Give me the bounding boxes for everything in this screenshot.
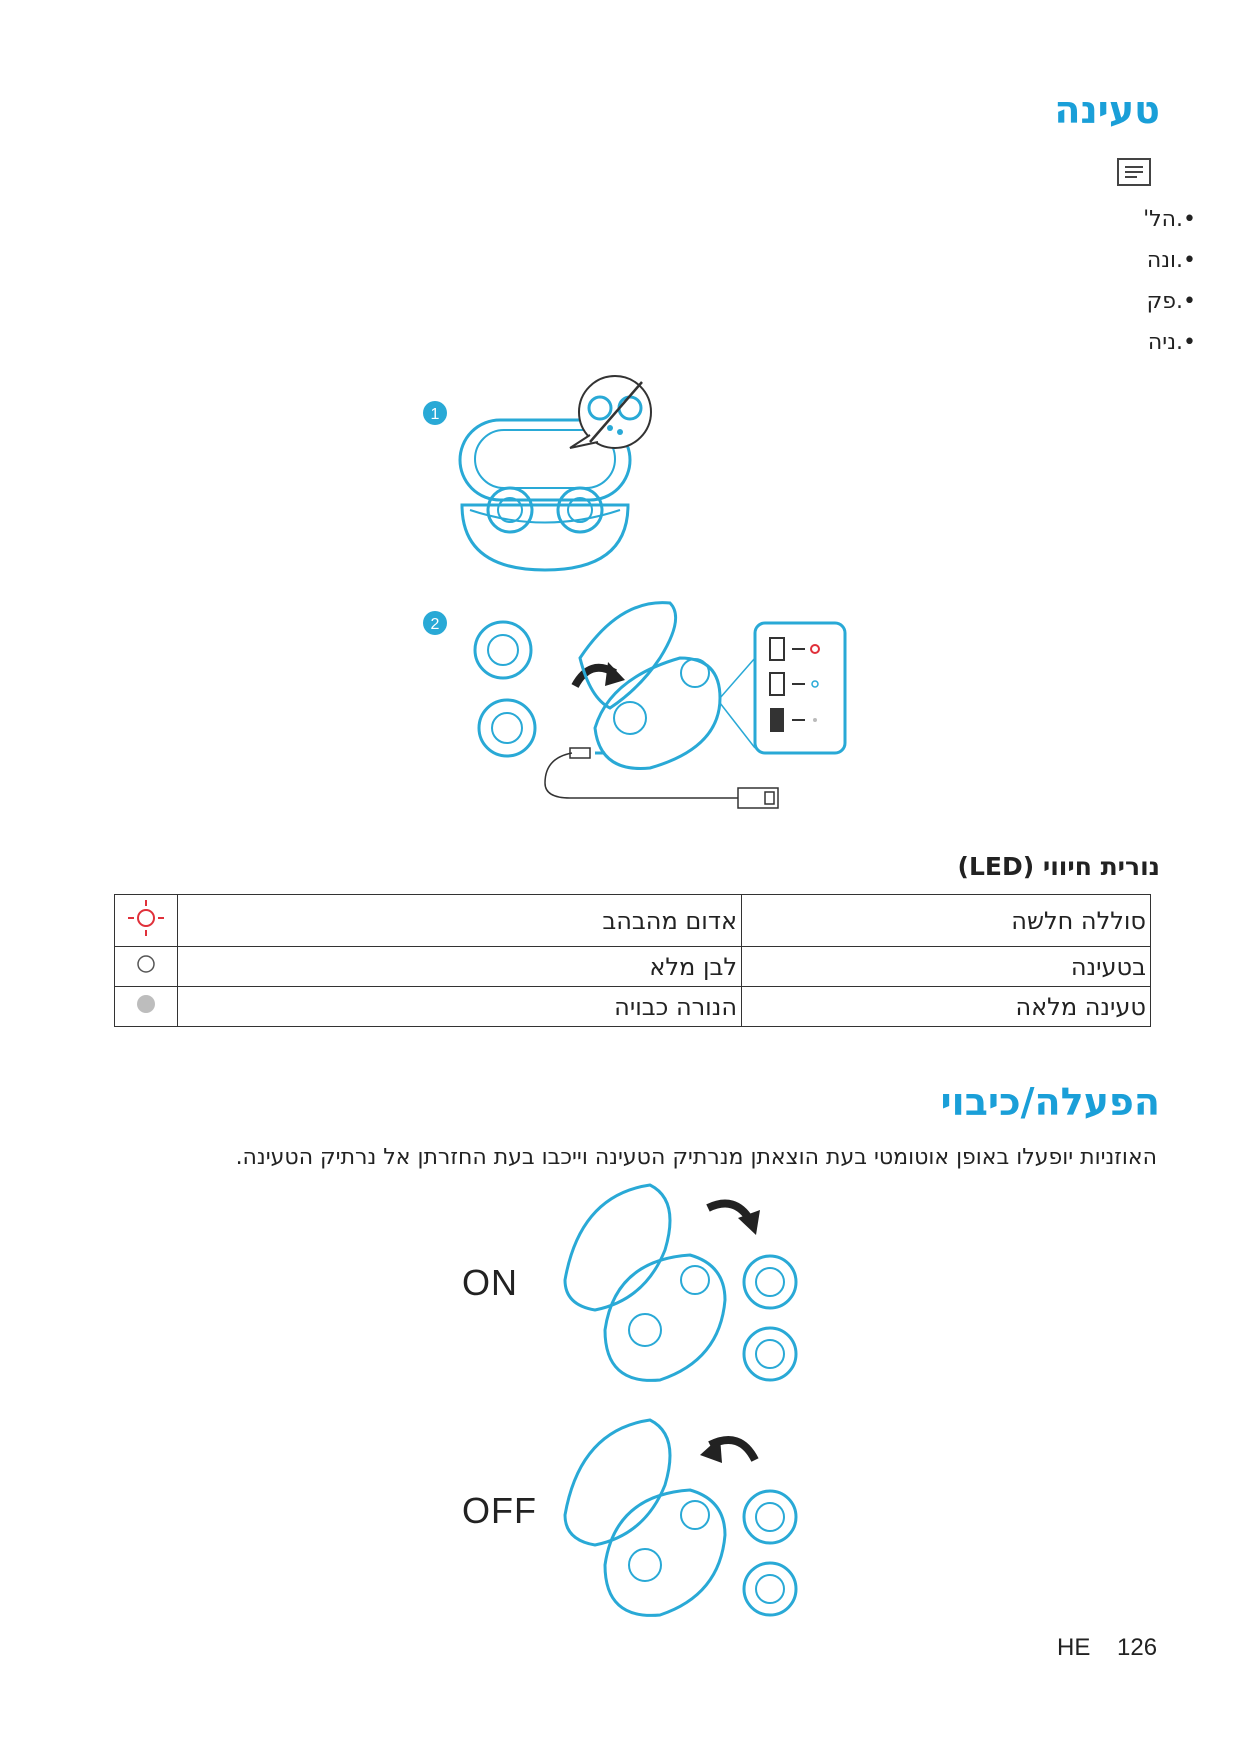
- bullet-item: •.פק: [1146, 289, 1196, 314]
- off-led-icon: [115, 987, 178, 1027]
- led-state: אדום מהבהב: [178, 895, 742, 947]
- bullet-item: •.ניה: [1147, 330, 1196, 355]
- footer-lang: HE: [1057, 1634, 1091, 1661]
- on-label: ON: [462, 1262, 518, 1303]
- led-section-title: נורית חיווי (LED): [957, 852, 1160, 881]
- charging-title: טעינה: [1054, 88, 1160, 132]
- power-off-illustration: [560, 1415, 820, 1625]
- page-number: 126: [1117, 1634, 1158, 1661]
- step1-illustration: [420, 370, 680, 580]
- note-icon: [1117, 158, 1151, 186]
- led-meaning: בטעינה: [742, 947, 1151, 987]
- red-blinking-led-icon: [115, 895, 178, 947]
- white-led-icon: [115, 947, 178, 987]
- step2-number: 2: [430, 616, 440, 633]
- step1-number: 1: [430, 406, 440, 423]
- power-title: הפעלה/כיבוי: [940, 1080, 1160, 1124]
- table-row: [115, 947, 1151, 987]
- bullet-item: •.הל': [1143, 207, 1196, 232]
- led-state: הנורה כבויה: [178, 987, 742, 1027]
- led-meaning: סוללה חלשה: [742, 895, 1151, 947]
- off-label: OFF: [462, 1490, 537, 1531]
- step2-illustration: [420, 598, 860, 818]
- led-meaning: טעינה מלאה: [742, 987, 1151, 1027]
- usb-plug-icon: [738, 788, 778, 808]
- power-description: האוזניות יופעלו באופן אוטומטי בעת הוצאתן מנרתיק הטעינה וייכבו בעת החזרתן אל נרתיק הטעינה.: [235, 1145, 1157, 1170]
- bullet-item: •.ונה: [1146, 248, 1196, 273]
- led-table: [114, 894, 1151, 1027]
- led-state: לבן מלא: [178, 947, 742, 987]
- table-row: [115, 895, 1151, 947]
- table-row: [115, 987, 1151, 1027]
- power-on-illustration: [560, 1180, 820, 1390]
